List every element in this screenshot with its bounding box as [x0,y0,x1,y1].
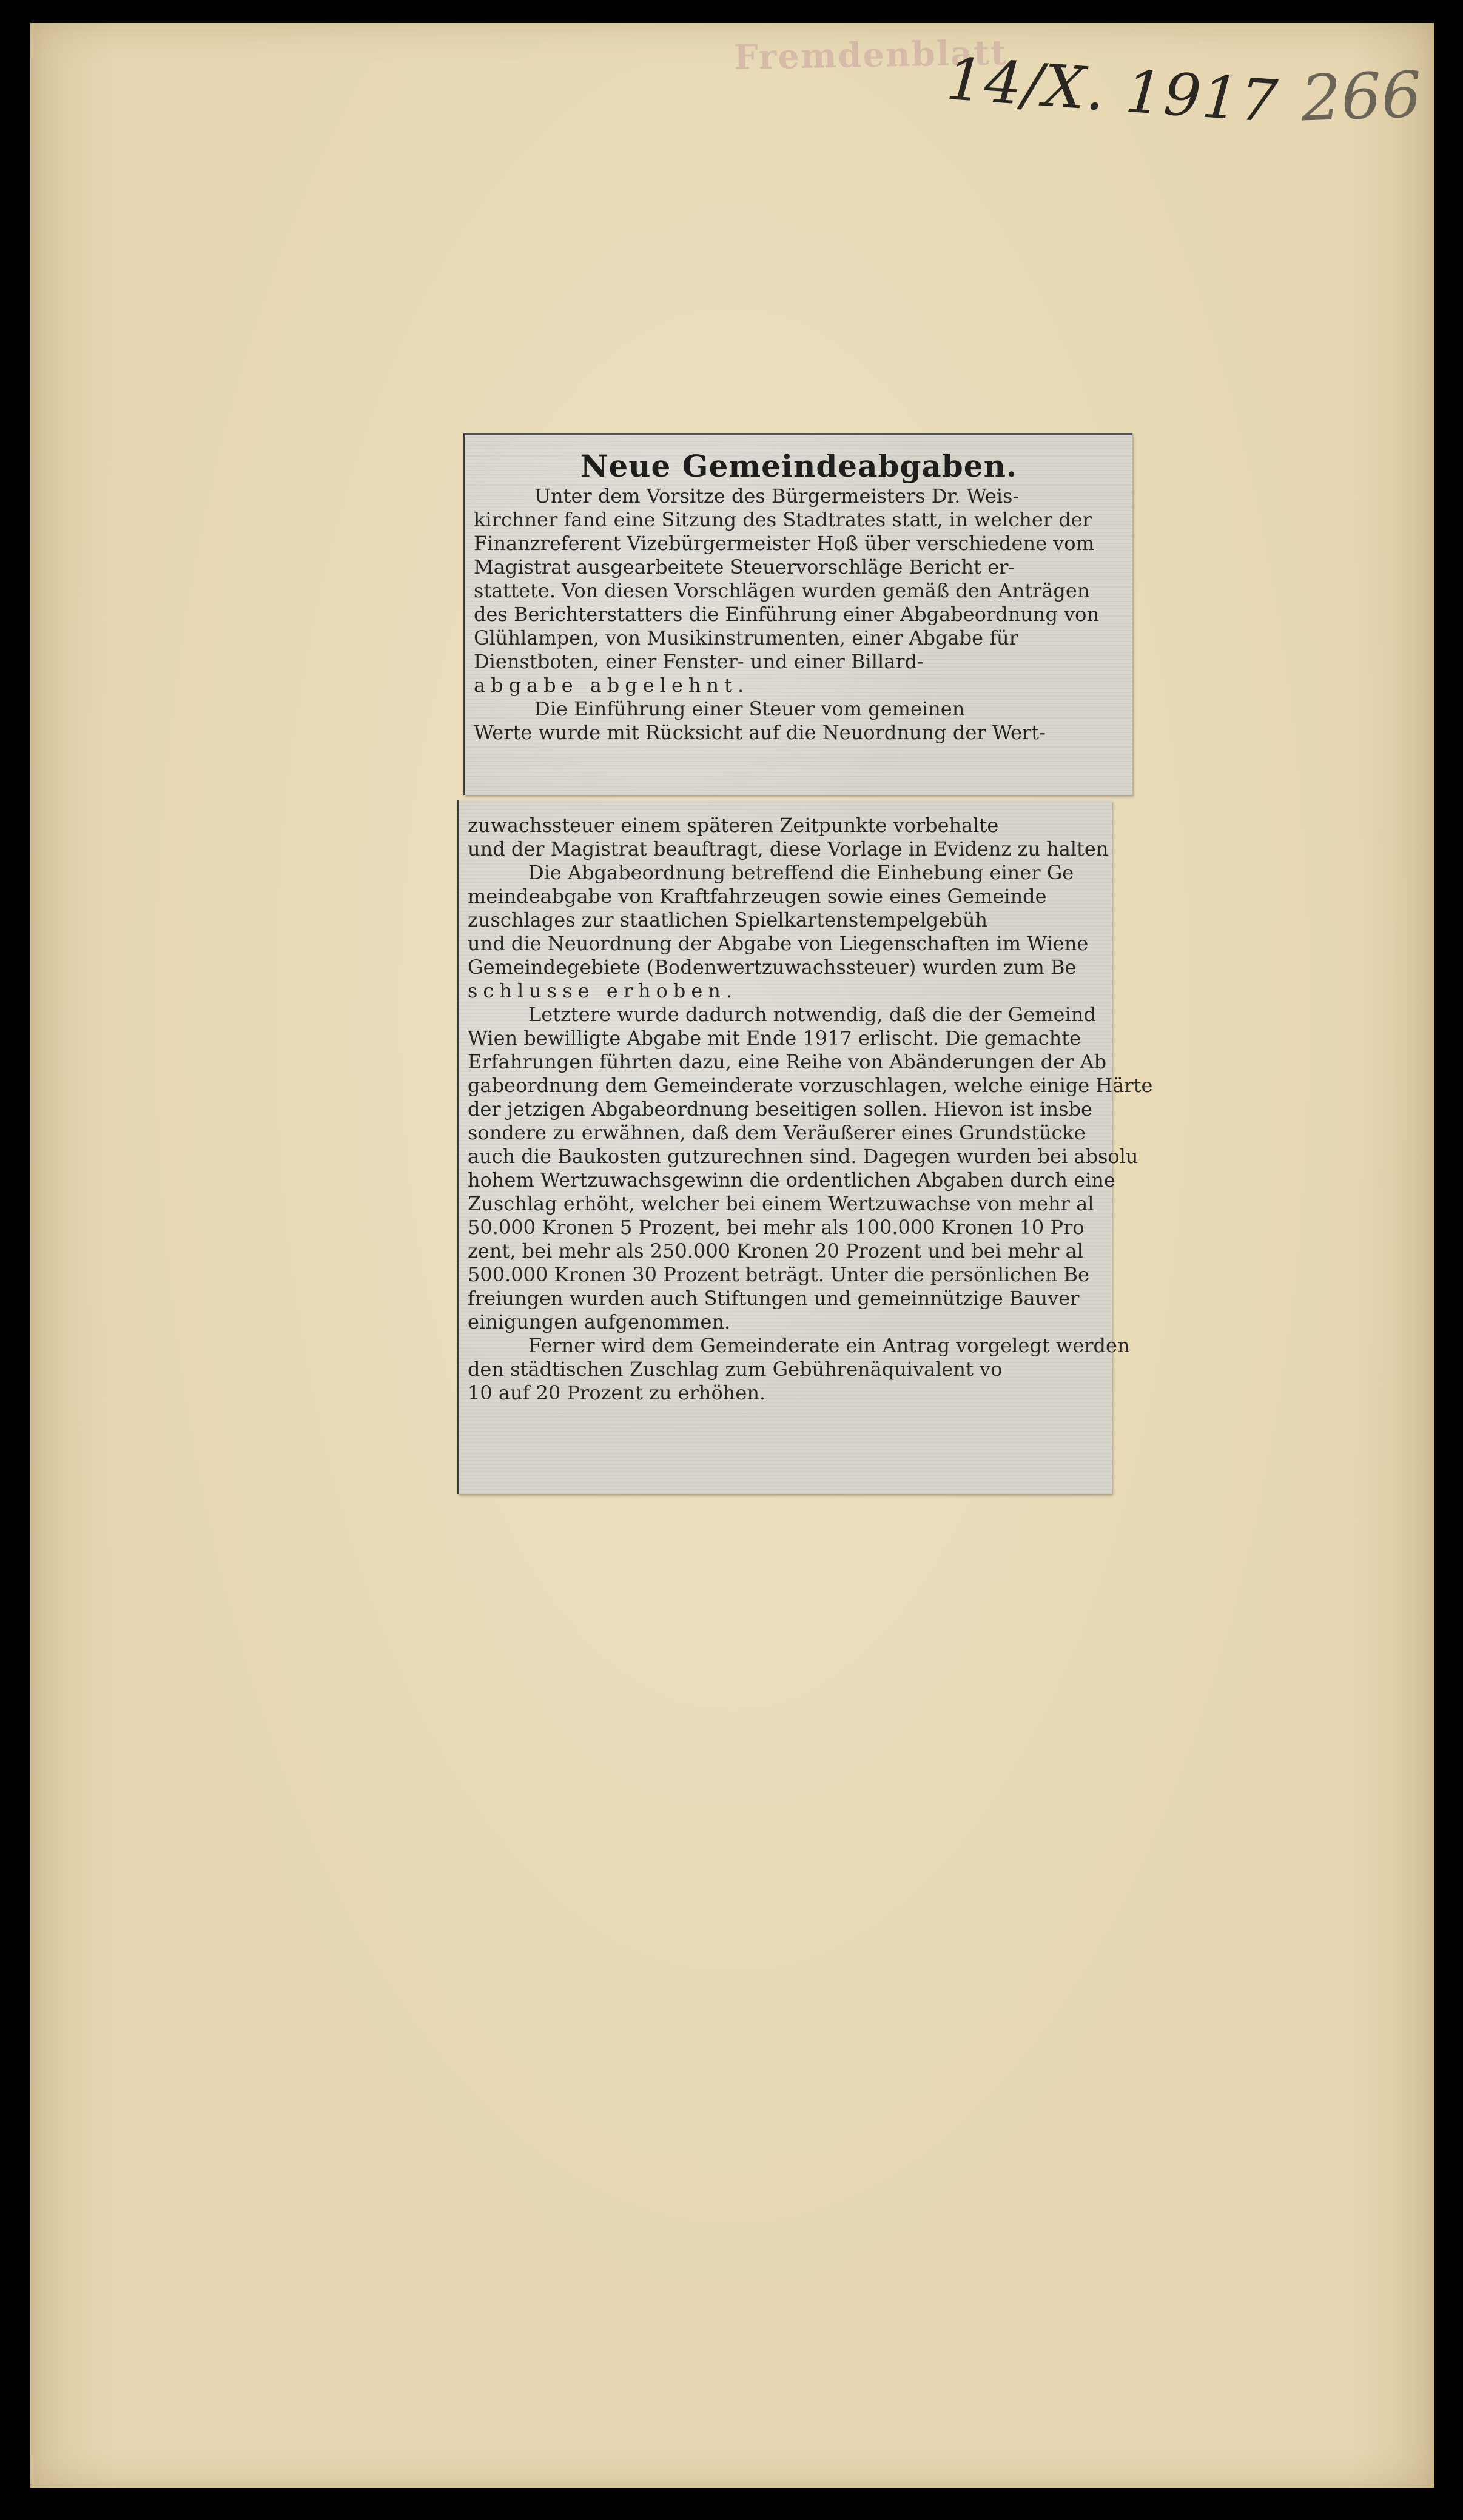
article-text-part1 [474,484,1099,745]
text-line: Letztere wurde dadurch notwendig, daß die der Gemeind [528,1003,1096,1026]
text-line: Die Einführung einer Steuer vom gemeinen [534,697,965,720]
text-line: der jetzigen Abgabeordnung beseitigen sollen. Hievon ist insbe [468,1097,1092,1121]
text-line: 50.000 Kronen 5 Prozent, bei mehr als 100.000 Kronen 10 Pro [468,1216,1085,1239]
text-line: Glühlampen, von Musikinstrumenten, einer Abgabe für [474,626,1018,649]
text-line: zent, bei mehr als 250.000 Kronen 20 Prozent und bei mehr al [468,1239,1083,1262]
newspaper-clipping-top [463,433,1132,795]
archive-sheet [30,23,1434,2488]
text-line: hohem Wertzuwachsgewinn die ordentlichen Abgaben durch eine [468,1168,1115,1191]
text-line: Werte wurde mit Rücksicht auf die Neuordnung der Wert- [474,721,1046,744]
newspaper-stamp: Fremdenblatt [733,33,1008,78]
newspaper-clipping-bottom [457,800,1153,1494]
text-line: abgabe abgelehnt. [474,674,750,697]
text-line: zuwachssteuer einem späteren Zeitpunkte vorbehalte [468,814,999,837]
text-line: 10 auf 20 Prozent zu erhöhen. [468,1381,766,1404]
handwritten-page-number: 266 [1299,57,1423,136]
text-line: auch die Baukosten gutzurechnen sind. Dagegen wurden bei absolu [468,1145,1138,1168]
text-line: Erfahrungen führten dazu, eine Reihe von Abänderungen der Ab [468,1050,1107,1073]
text-line: Finanzreferent Vizebürgermeister Hoß über verschiedene vom [474,532,1094,555]
text-line: Wien bewilligte Abgabe mit Ende 1917 erlischt. Die gemachte [468,1027,1081,1050]
text-line: meindeabgabe von Kraftfahrzeugen sowie eines Gemeinde [468,885,1047,908]
article-text-part2 [468,814,1152,1405]
text-line: schlusse erhoben. [468,979,738,1002]
text-line: gabeordnung dem Gemeinderate vorzuschlagen, welche einige Härte [468,1074,1153,1097]
text-line: Die Abgabeordnung betreffend die Einhebung einer Ge [528,861,1074,884]
text-line: Gemeindegebiete (Bodenwertzuwachssteuer) wurden zum Be [468,956,1077,979]
text-line: sondere zu erwähnen, daß dem Veräußerer eines Grundstücke [468,1121,1086,1144]
article-title: Neue Gemeindeabgaben. [580,448,1018,484]
text-line: und der Magistrat beauftragt, diese Vorlage in Evidenz zu halten [468,837,1109,860]
text-line: einigungen aufgenommen. [468,1310,731,1333]
handwritten-date: 14/X. 1917 [944,45,1281,136]
text-line: zuschlages zur staatlichen Spielkartenstempelgebüh [468,908,988,931]
text-line: 500.000 Kronen 30 Prozent beträgt. Unter die persönlichen Be [468,1263,1089,1286]
text-line: des Berichterstatters die Einführung einer Abgabeordnung von [474,603,1100,626]
text-line: Unter dem Vorsitze des Bürgermeisters Dr. Weis- [534,484,1020,508]
text-line: kirchner fand eine Sitzung des Stadtrates statt, in welcher der [474,508,1092,531]
text-line: und die Neuordnung der Abgabe von Liegenschaften im Wiene [468,932,1089,955]
text-line: stattete. Von diesen Vorschlägen wurden gemäß den Anträgen [474,579,1090,602]
text-line: freiungen wurden auch Stiftungen und gemeinnützige Bauver [468,1287,1080,1310]
text-line: Zuschlag erhöht, welcher bei einem Wertzuwachse von mehr al [468,1192,1094,1215]
text-line: Dienstboten, einer Fenster- und einer Billard- [474,650,924,673]
text-line: Magistrat ausgearbeitete Steuervorschläge Bericht er- [474,555,1015,578]
text-line: den städtischen Zuschlag zum Gebührenäquivalent vo [468,1358,1003,1381]
text-line: Ferner wird dem Gemeinderate ein Antrag vorgelegt werden [528,1334,1130,1357]
